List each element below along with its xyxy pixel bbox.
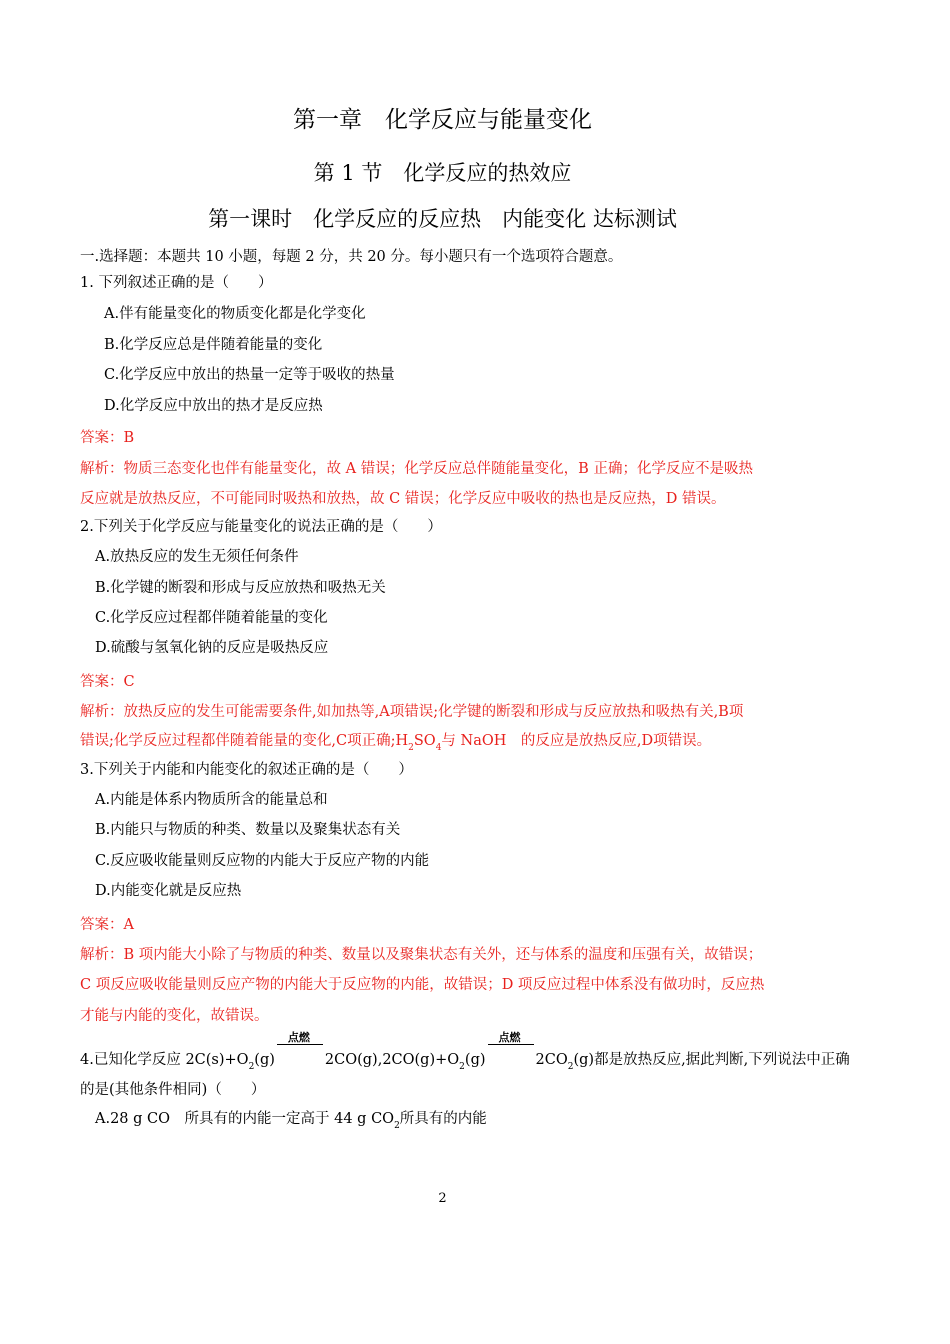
instructions: 一.选择题：本题共 10 小题，每题 2 分，共 20 分。每小题只有一个选项符合题意。 (80, 249, 623, 265)
option-text: A.28 g CO 所具有的内能一定高于 44 g CO (95, 1111, 395, 1127)
question-2-analysis-line-2 (80, 731, 711, 758)
question-2-stem: 2.下列关于化学反应与能量变化的说法正确的是（ ） (80, 519, 442, 535)
stem-text: (g) (464, 1052, 486, 1068)
reaction-arrow (486, 1031, 536, 1064)
reaction-line (277, 1044, 323, 1045)
question-2-option-c: C.化学反应过程都伴随着能量的变化 (95, 610, 328, 626)
question-4-stem (80, 1031, 850, 1077)
section-title: 第 1 节 化学反应的热效应 (313, 161, 572, 185)
question-3-stem: 3.下列关于内能和内能变化的叙述正确的是（ ） (80, 762, 413, 778)
ignition-condition-label: 点燃 (287, 1031, 310, 1044)
subscript: 2 (408, 743, 414, 753)
question-1-answer: 答案：B (80, 430, 135, 446)
question-1-option-c: C.化学反应中放出的热量一定等于吸收的热量 (104, 367, 395, 383)
question-3-option-b: B.内能只与物质的种类、数量以及聚集状态有关 (95, 822, 401, 838)
chapter-title: 第一章 化学反应与能量变化 (293, 107, 592, 133)
analysis-text: 错误;化学反应过程都伴随着能量的变化,C项正确;H (80, 733, 409, 749)
question-3-option-c: C.反应吸收能量则反应物的内能大于反应产物的内能 (95, 853, 430, 869)
question-1-stem: 1. 下列叙述正确的是（ ） (80, 275, 273, 291)
reaction-line (488, 1044, 534, 1045)
question-1-option-d: D.化学反应中放出的热才是反应热 (104, 398, 323, 414)
ignition-condition-label: 点燃 (498, 1031, 521, 1044)
formula-text: SO (413, 733, 436, 749)
question-2-answer: 答案：C (80, 674, 135, 690)
question-3-analysis-line-3: 才能与内能的变化，故错误。 (80, 1008, 269, 1024)
page-number: 2 (438, 1191, 447, 1206)
stem-text: 2CO(g),2CO(g)+O (324, 1052, 460, 1068)
stem-text: 4.已知化学反应 2C(s)+O (80, 1052, 249, 1068)
question-1-option-b: B.化学反应总是伴随着能量的变化 (104, 337, 323, 353)
question-2-analysis-line-1: 解析：放热反应的发生可能需要条件,如加热等,A项错误;化学键的断裂和形成与反应放热和吸热有关,B项 (80, 704, 744, 720)
analysis-text: 与 NaOH 的反应是放热反应,D项错误。 (441, 733, 712, 749)
question-1-analysis-line-2: 反应就是放热反应，不可能同时吸热和放热，故 C 错误；化学反应中吸收的热也是反应热，D 错误。 (80, 491, 726, 507)
question-4-stem-line-2: 的是(其他条件相同)（ ） (80, 1082, 266, 1098)
question-1-analysis-line-1: 解析：物质三态变化也伴有能量变化，故 A 错误；化学反应总伴随能量变化，B 正确；化学反应不是吸热 (80, 461, 753, 477)
subscript: 4 (435, 743, 442, 753)
subscript: 2 (248, 1062, 255, 1072)
question-3-analysis-line-1: 解析：B 项内能大小除了与物质的种类、数量以及聚集状态有关外，还与体系的温度和压强有关，故错误； (80, 947, 763, 963)
reaction-arrow (275, 1031, 325, 1064)
question-3-answer: 答案：A (80, 917, 134, 933)
stem-text: (g) (254, 1052, 275, 1068)
question-2-option-a: A.放热反应的发生无须任何条件 (95, 549, 299, 565)
question-2-option-b: B.化学键的断裂和形成与反应放热和吸热无关 (95, 580, 386, 596)
subscript: 2 (459, 1062, 465, 1072)
question-3-option-d: D.内能变化就是反应热 (95, 883, 242, 899)
subscript: 2 (394, 1121, 400, 1131)
question-1-option-a: A.伴有能量变化的物质变化都是化学变化 (104, 306, 366, 322)
question-4-option-a (95, 1109, 487, 1136)
question-3-analysis-line-2: C 项反应吸收能量则反应产物的内能大于反应物的内能，故错误；D 项反应过程中体系没有做功时，反应热 (80, 977, 765, 993)
option-text: 所具有的内能 (399, 1111, 487, 1127)
subscript: 2 (567, 1062, 574, 1072)
question-3-option-a: A.内能是体系内物质所含的能量总和 (95, 792, 328, 808)
stem-text: (g)都是放热反应,据此判断,下列说法中正确 (573, 1052, 850, 1068)
lesson-title: 第一课时 化学反应的反应热 内能变化 达标测试 (208, 207, 677, 231)
question-2-option-d: D.硫酸与氢氧化钠的反应是吸热反应 (95, 640, 329, 656)
stem-text: 2CO (535, 1052, 568, 1068)
